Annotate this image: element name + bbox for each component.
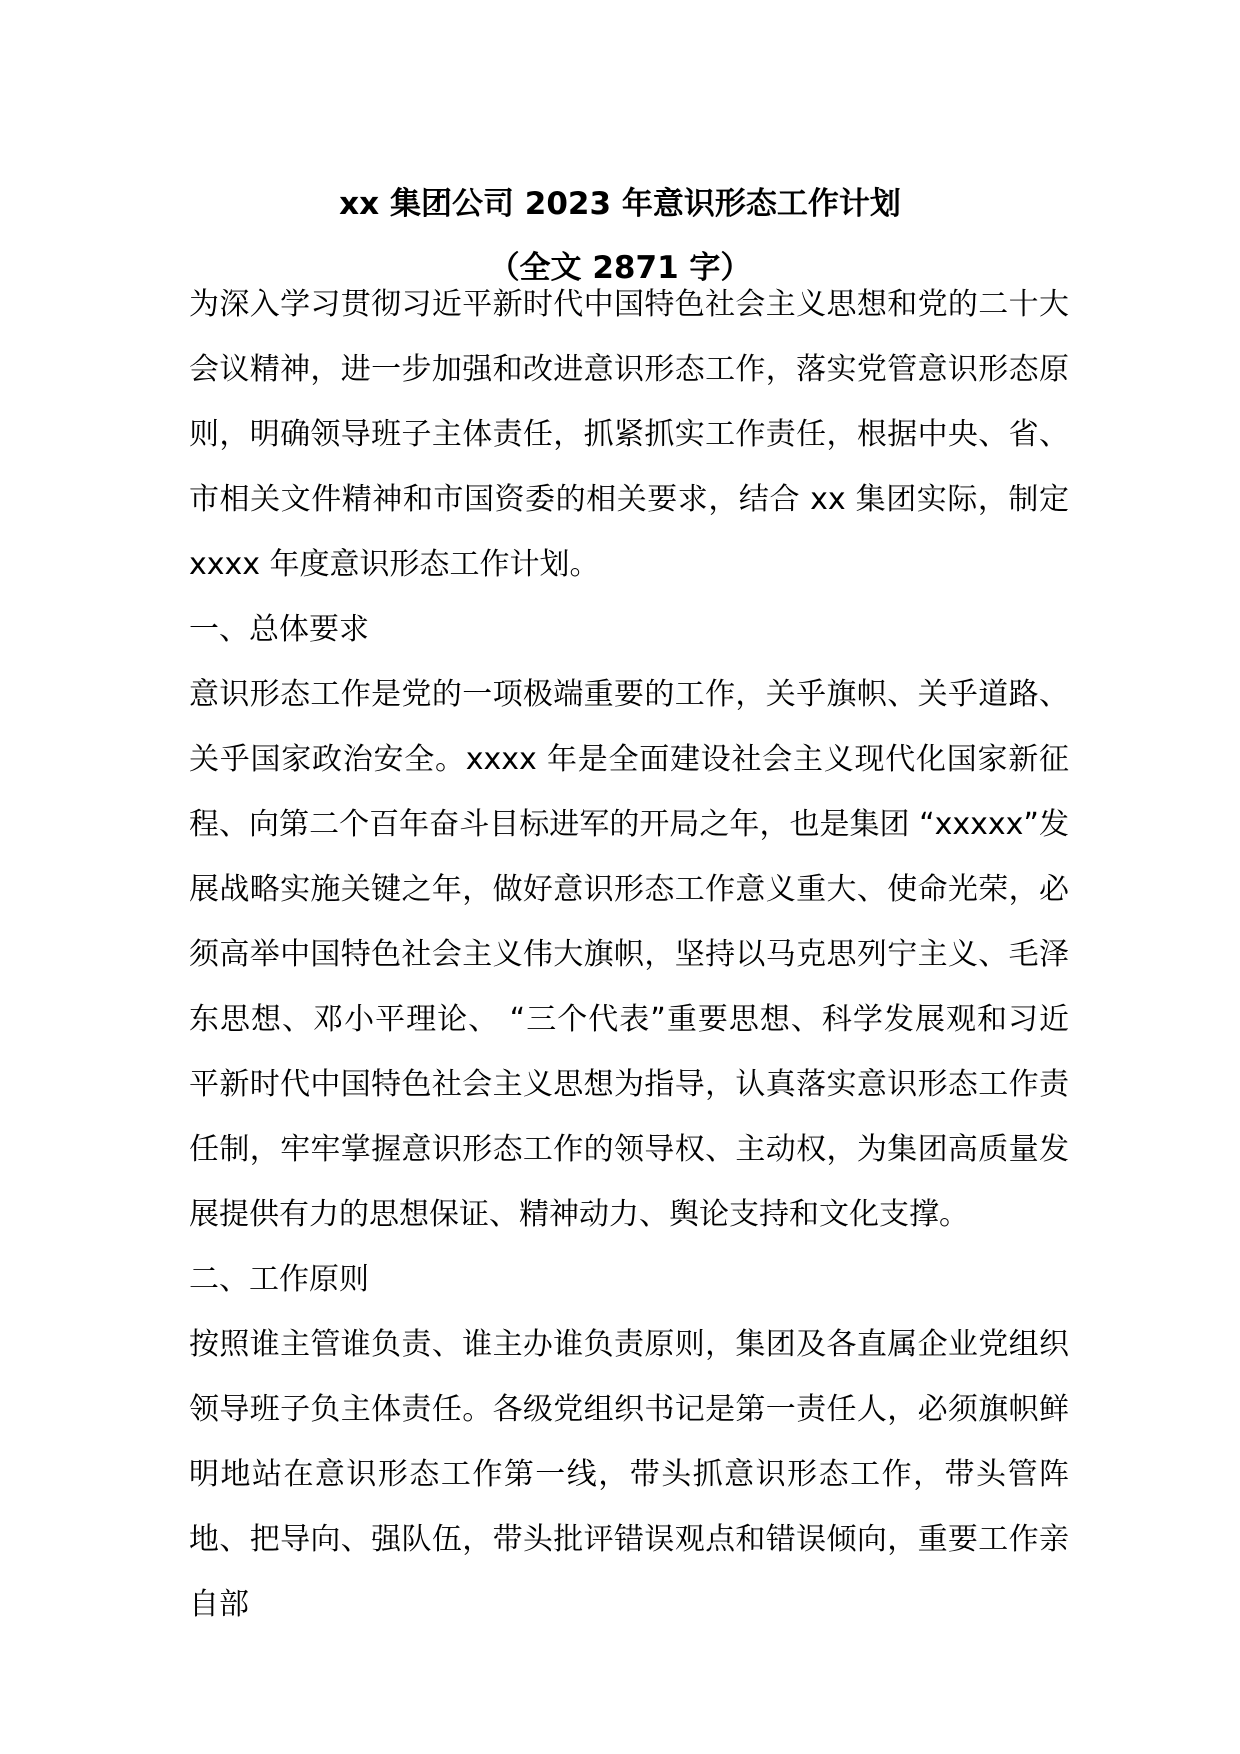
document-subtitle: （全文 2871 字） xyxy=(488,250,752,286)
section-heading-overall-requirements: 一、总体要求 xyxy=(189,612,369,647)
work-principles-paragraph: 按照谁主管谁负责、谁主办谁负责原则，集团及各直属企业党组织领导班子负主体责任。各级党组织书记是第一责任人，必须旗帜鲜明地站在意识形态工作第一线，带头抓意识形态工作，带头管阵地、把导向、强队伍，带头批评错误观点和错误倾向，重要工作亲自部 xyxy=(189,1327,1069,1622)
intro-paragraph: 为深入学习贯彻习近平新时代中国特色社会主义思想和党的二十大会议精神，进一步加强和改进意识形态工作，落实党管意识形态原则，明确领导班子主体责任，抓紧抓实工作责任，根据中央、省、市相关文件精神和市国资委的相关要求，结合 xx 集团实际，制定 xxxx 年度意识形态工作计划。 xyxy=(189,287,1069,582)
document-body xyxy=(189,272,1069,1637)
section-heading-work-principles: 二、工作原则 xyxy=(189,1262,369,1297)
document-title: xx 集团公司 2023 年意识形态工作计划 xyxy=(339,186,901,222)
overall-requirements-paragraph: 意识形态工作是党的一项极端重要的工作，关乎旗帜、关乎道路、关乎国家政治安全。xxxx 年是全面建设社会主义现代化国家新征程、向第二个百年奋斗目标进军的开局之年，也是集团 “xxxxx”发展战略实施关键之年，做好意识形态工作意义重大、使命光荣，必须高举中国特色社会主义伟大旗帜，坚持以马克思列宁主义、毛泽东思想、邓小平理论、 “三个代表”重要思想、科学发展观和习近平新时代中国特色社会主义思想为指导，认真落实意识形态工作责任制，牢牢掌握意识形态工作的领导权、主动权，为集团高质量发展提供有力的思想保证、精神动力、舆论支持和文化支撑。 xyxy=(189,677,1069,1232)
